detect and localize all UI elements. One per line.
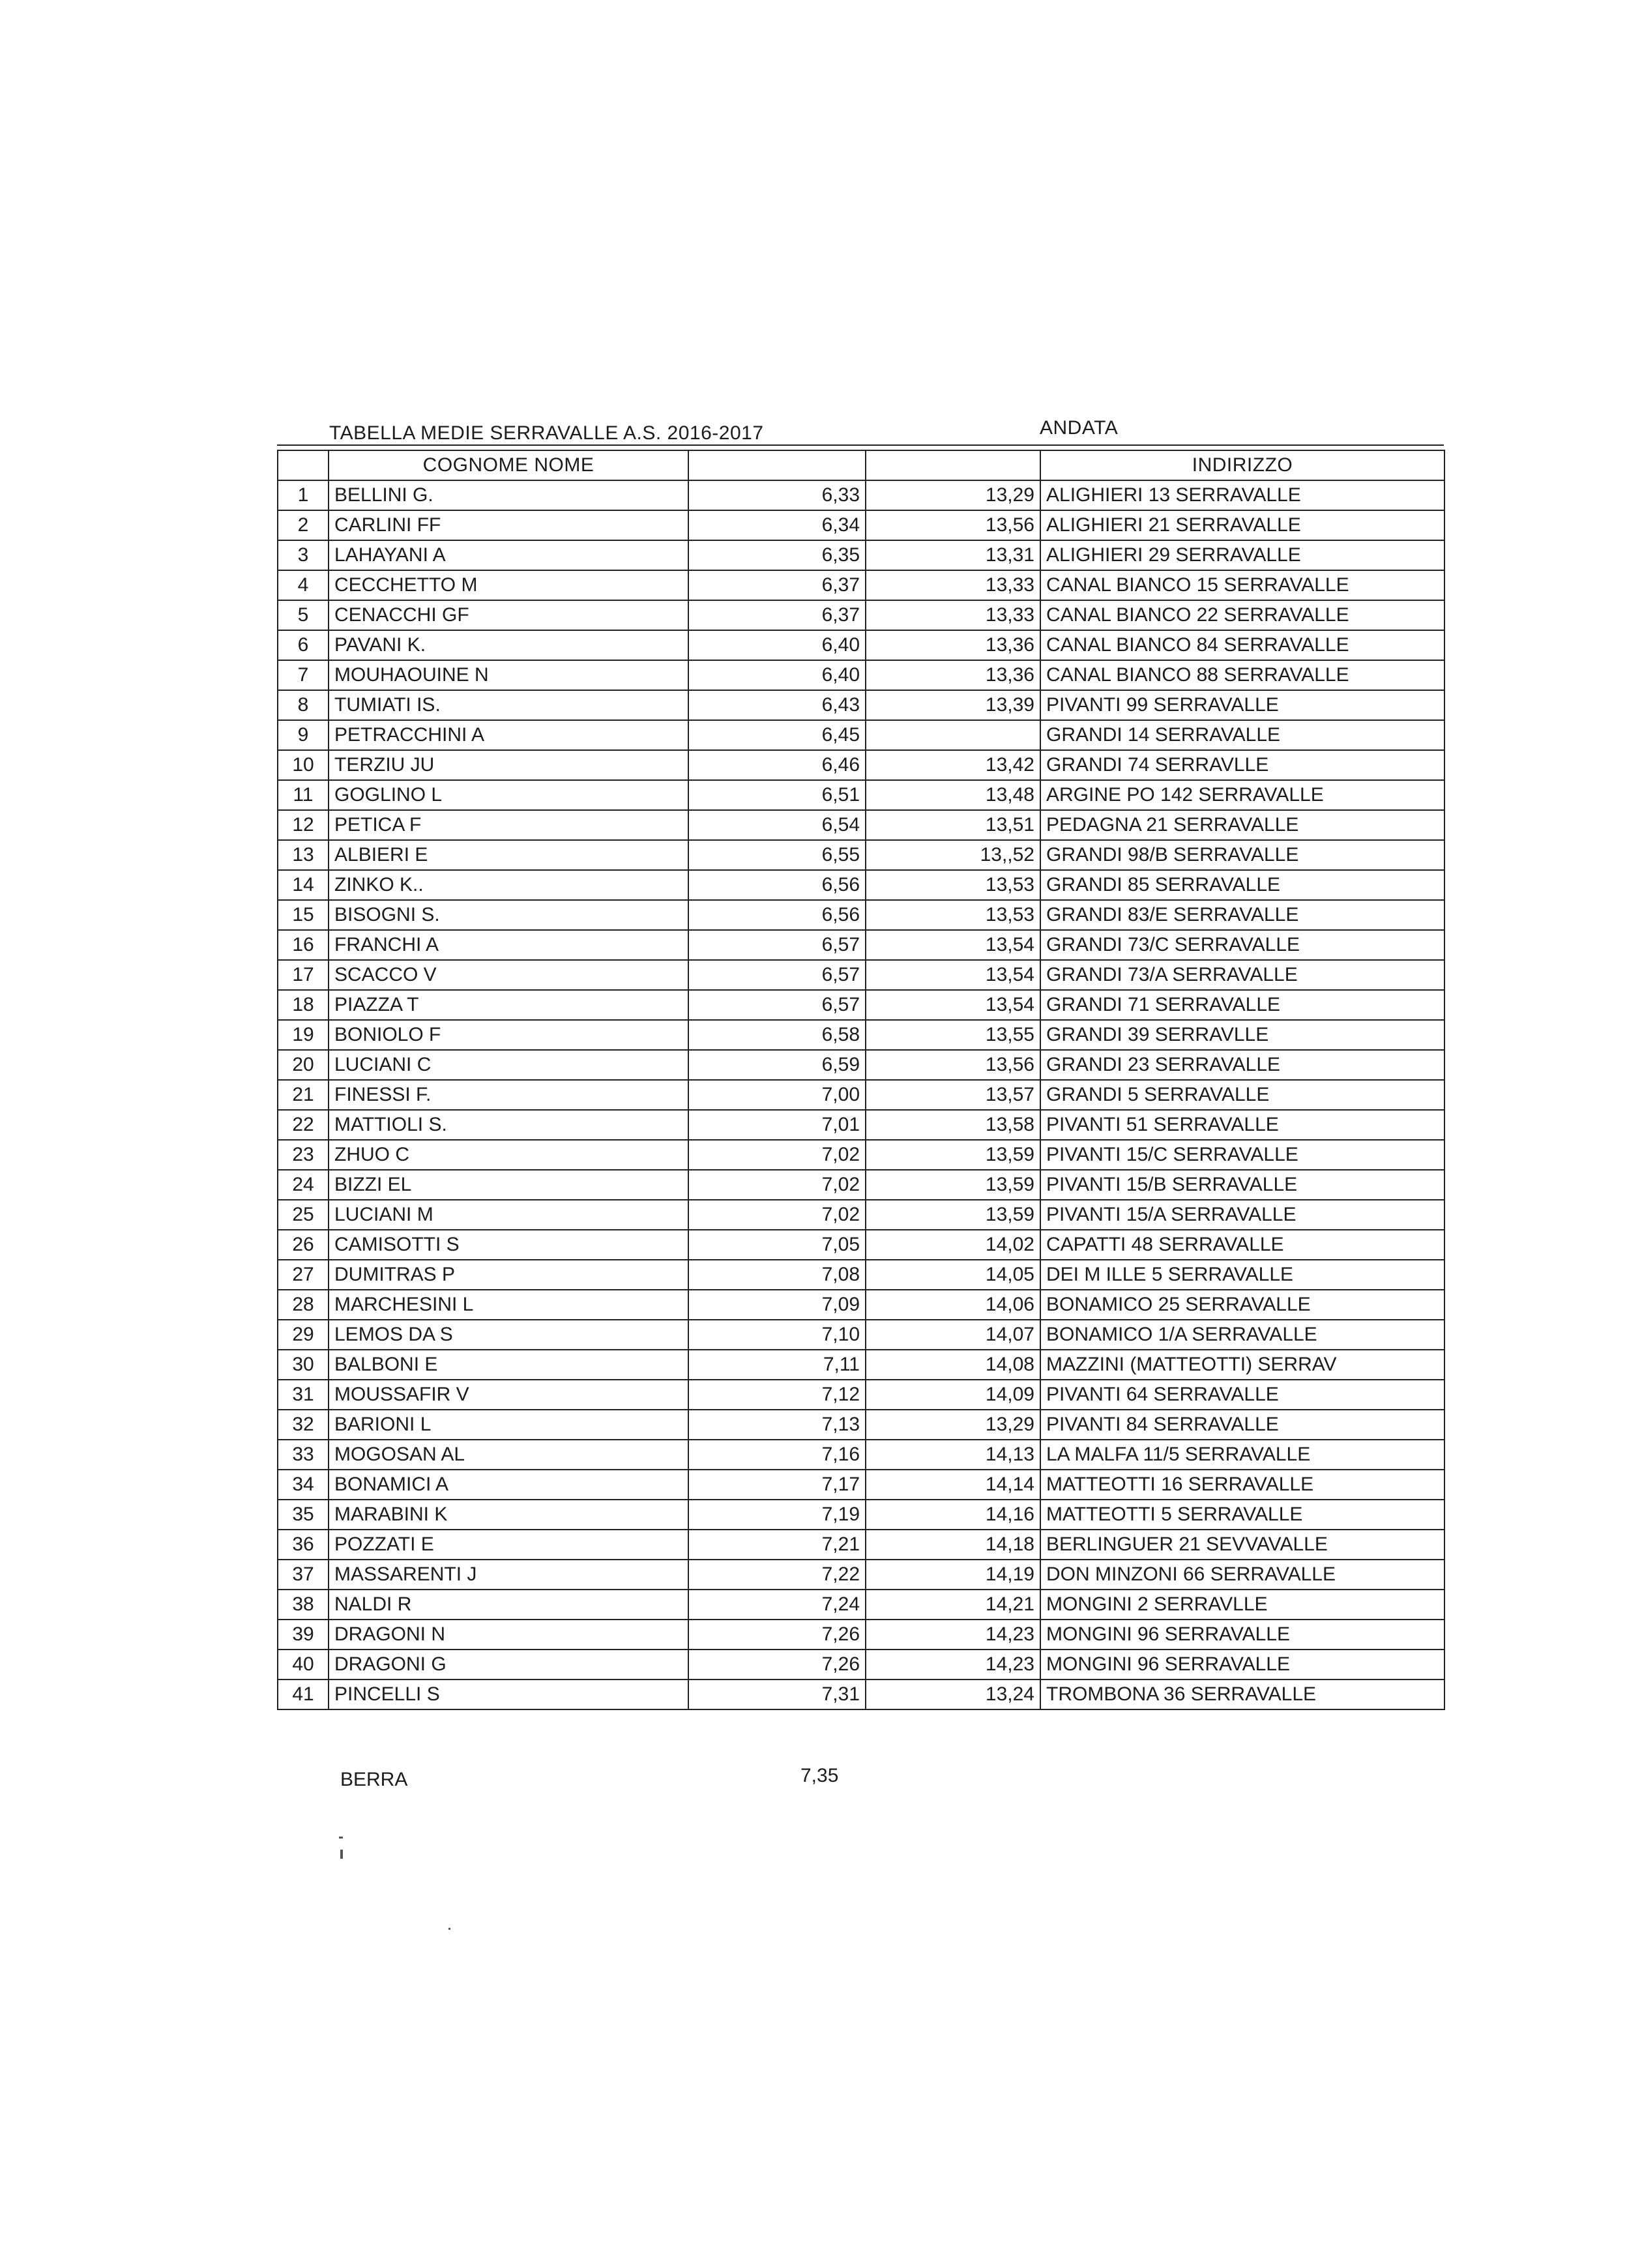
row-number: 33 [278, 1440, 329, 1470]
row-address: MONGINI 96 SERRAVALLE [1040, 1650, 1444, 1679]
row-average: 6,46 [688, 750, 866, 780]
row-number: 23 [278, 1140, 329, 1170]
header-average [688, 450, 866, 480]
row-value: 13,54 [866, 930, 1040, 960]
table-row [278, 1410, 1444, 1440]
row-name: BISOGNI S. [329, 900, 688, 930]
row-name: MATTIOLI S. [329, 1110, 688, 1140]
table-row [278, 780, 1444, 810]
row-value: 14,06 [866, 1290, 1040, 1320]
row-number: 20 [278, 1050, 329, 1080]
table-row [278, 810, 1444, 840]
row-number: 28 [278, 1290, 329, 1320]
row-address: CANAL BIANCO 84 SERRAVALLE [1040, 630, 1444, 660]
row-average: 6,56 [688, 870, 866, 900]
table-row [278, 510, 1444, 540]
row-number: 5 [278, 600, 329, 630]
row-address: GRANDI 73/A SERRAVALLE [1040, 960, 1444, 990]
row-number: 16 [278, 930, 329, 960]
row-average: 6,40 [688, 630, 866, 660]
row-name: BONIOLO F [329, 1020, 688, 1050]
row-value: 13,55 [866, 1020, 1040, 1050]
row-address: BONAMICO 1/A SERRAVALLE [1040, 1320, 1444, 1350]
row-address: GRANDI 74 SERRAVLLE [1040, 750, 1444, 780]
row-average: 6,54 [688, 810, 866, 840]
row-name: DUMITRAS P [329, 1260, 688, 1290]
table-body [278, 480, 1444, 1709]
row-number: 1 [278, 480, 329, 510]
section-label: ANDATA [1040, 417, 1119, 439]
row-address: GRANDI 23 SERRAVALLE [1040, 1050, 1444, 1080]
row-address: CANAL BIANCO 22 SERRAVALLE [1040, 600, 1444, 630]
row-average: 7,10 [688, 1320, 866, 1350]
row-average: 6,33 [688, 480, 866, 510]
row-value: 13,36 [866, 630, 1040, 660]
header-number [278, 450, 329, 480]
row-number: 24 [278, 1170, 329, 1200]
header-name: COGNOME NOME [329, 450, 688, 480]
row-number: 35 [278, 1500, 329, 1530]
row-value: 14,02 [866, 1230, 1040, 1260]
row-value: 13,51 [866, 810, 1040, 840]
row-address: DEI M ILLE 5 SERRAVALLE [1040, 1260, 1444, 1290]
row-number: 12 [278, 810, 329, 840]
row-average: 7,02 [688, 1140, 866, 1170]
row-number: 25 [278, 1200, 329, 1230]
row-value: 13,29 [866, 1410, 1040, 1440]
row-name: FRANCHI A [329, 930, 688, 960]
row-name: MOUHAOUINE N [329, 660, 688, 690]
footer-value: 7,35 [800, 1765, 839, 1786]
row-number: 10 [278, 750, 329, 780]
row-number: 38 [278, 1590, 329, 1620]
table-row [278, 1110, 1444, 1140]
row-number: 32 [278, 1410, 329, 1440]
row-name: MARABINI K [329, 1500, 688, 1530]
table-row [278, 930, 1444, 960]
row-name: LUCIANI M [329, 1200, 688, 1230]
row-name: PINCELLI S [329, 1679, 688, 1709]
table-row [278, 1170, 1444, 1200]
row-value: 13,,52 [866, 840, 1040, 870]
row-address: ALIGHIERI 21 SERRAVALLE [1040, 510, 1444, 540]
row-name: BONAMICI A [329, 1470, 688, 1500]
row-number: 13 [278, 840, 329, 870]
table-row [278, 630, 1444, 660]
table-row [278, 840, 1444, 870]
row-name: FINESSI F. [329, 1080, 688, 1110]
row-average: 7,02 [688, 1200, 866, 1230]
row-name: LAHAYANI A [329, 540, 688, 570]
averages-table [277, 450, 1445, 1710]
row-name: CENACCHI GF [329, 600, 688, 630]
row-average: 7,16 [688, 1440, 866, 1470]
row-value: 13,54 [866, 990, 1040, 1020]
row-name: POZZATI E [329, 1530, 688, 1560]
row-name: SCACCO V [329, 960, 688, 990]
table-row [278, 1200, 1444, 1230]
row-average: 7,21 [688, 1530, 866, 1560]
row-value: 13,53 [866, 900, 1040, 930]
row-address: GRANDI 14 SERRAVALLE [1040, 720, 1444, 750]
row-name: MOUSSAFIR V [329, 1380, 688, 1410]
row-average: 7,17 [688, 1470, 866, 1500]
row-average: 6,58 [688, 1020, 866, 1050]
row-number: 7 [278, 660, 329, 690]
row-address: PIVANTI 84 SERRAVALLE [1040, 1410, 1444, 1440]
row-number: 41 [278, 1679, 329, 1709]
row-number: 36 [278, 1530, 329, 1560]
row-value: 13,39 [866, 690, 1040, 720]
row-average: 6,56 [688, 900, 866, 930]
header-rule [277, 444, 1444, 446]
row-name: PIAZZA T [329, 990, 688, 1020]
row-address: MATTEOTTI 16 SERRAVALLE [1040, 1470, 1444, 1500]
table-row [278, 1020, 1444, 1050]
row-number: 3 [278, 540, 329, 570]
row-value: 14,23 [866, 1650, 1040, 1679]
row-name: MARCHESINI L [329, 1290, 688, 1320]
row-value: 13,58 [866, 1110, 1040, 1140]
table-row [278, 1050, 1444, 1080]
table-row [278, 1620, 1444, 1650]
table-row [278, 1290, 1444, 1320]
row-number: 18 [278, 990, 329, 1020]
row-value: 13,56 [866, 1050, 1040, 1080]
row-address: PIVANTI 64 SERRAVALLE [1040, 1380, 1444, 1410]
row-address: PIVANTI 15/B SERRAVALLE [1040, 1170, 1444, 1200]
row-number: 15 [278, 900, 329, 930]
row-address: PIVANTI 99 SERRAVALLE [1040, 690, 1444, 720]
row-value: 14,09 [866, 1380, 1040, 1410]
row-average: 6,55 [688, 840, 866, 870]
row-number: 2 [278, 510, 329, 540]
row-number: 26 [278, 1230, 329, 1260]
row-average: 7,26 [688, 1620, 866, 1650]
row-address: PIVANTI 51 SERRAVALLE [1040, 1110, 1444, 1140]
row-value: 13,33 [866, 570, 1040, 600]
row-address: PIVANTI 15/C SERRAVALLE [1040, 1140, 1444, 1170]
table-row [278, 1679, 1444, 1709]
row-address: DON MINZONI 66 SERRAVALLE [1040, 1560, 1444, 1590]
row-value: 13,48 [866, 780, 1040, 810]
table-row [278, 1530, 1444, 1560]
row-value: 13,59 [866, 1170, 1040, 1200]
row-number: 11 [278, 780, 329, 810]
row-value: 13,59 [866, 1200, 1040, 1230]
row-name: ZHUO C [329, 1140, 688, 1170]
row-average: 6,43 [688, 690, 866, 720]
table-row [278, 1470, 1444, 1500]
row-average: 7,13 [688, 1410, 866, 1440]
row-name: LUCIANI C [329, 1050, 688, 1080]
row-average: 6,37 [688, 600, 866, 630]
row-number: 34 [278, 1470, 329, 1500]
row-address: GRANDI 73/C SERRAVALLE [1040, 930, 1444, 960]
table-row [278, 690, 1444, 720]
table-row [278, 750, 1444, 780]
row-address: GRANDI 39 SERRAVLLE [1040, 1020, 1444, 1050]
row-value: 13,42 [866, 750, 1040, 780]
row-value: 13,33 [866, 600, 1040, 630]
row-name: ALBIERI E [329, 840, 688, 870]
row-average: 6,34 [688, 510, 866, 540]
row-address: PEDAGNA 21 SERRAVALLE [1040, 810, 1444, 840]
row-value: 13,36 [866, 660, 1040, 690]
table-row [278, 1380, 1444, 1410]
row-name: GOGLINO L [329, 780, 688, 810]
row-average: 6,40 [688, 660, 866, 690]
row-average: 7,01 [688, 1110, 866, 1140]
row-average: 7,00 [688, 1080, 866, 1110]
row-average: 6,37 [688, 570, 866, 600]
row-value: 13,57 [866, 1080, 1040, 1110]
scan-speck [340, 1850, 343, 1859]
table-row [278, 1140, 1444, 1170]
row-address: TROMBONA 36 SERRAVALLE [1040, 1679, 1444, 1709]
row-address: GRANDI 98/B SERRAVALLE [1040, 840, 1444, 870]
table-row [278, 1230, 1444, 1260]
row-average: 7,26 [688, 1650, 866, 1679]
row-name: TUMIATI IS. [329, 690, 688, 720]
row-name: DRAGONI G [329, 1650, 688, 1679]
table-header-row [278, 450, 1444, 480]
row-address: GRANDI 85 SERRAVALLE [1040, 870, 1444, 900]
row-value: 13,59 [866, 1140, 1040, 1170]
row-name: PETICA F [329, 810, 688, 840]
row-value: 13,53 [866, 870, 1040, 900]
row-average: 7,24 [688, 1590, 866, 1620]
row-number: 9 [278, 720, 329, 750]
row-value: 13,29 [866, 480, 1040, 510]
header-address: INDIRIZZO [1040, 450, 1444, 480]
row-name: PETRACCHINI A [329, 720, 688, 750]
row-average: 7,05 [688, 1230, 866, 1260]
row-address: MONGINI 96 SERRAVALLE [1040, 1620, 1444, 1650]
row-name: NALDI R [329, 1590, 688, 1620]
row-number: 22 [278, 1110, 329, 1140]
header-value [866, 450, 1040, 480]
row-number: 4 [278, 570, 329, 600]
row-name: ZINKO K.. [329, 870, 688, 900]
table-row [278, 1350, 1444, 1380]
row-name: MOGOSAN AL [329, 1440, 688, 1470]
row-address: MONGINI 2 SERRAVLLE [1040, 1590, 1444, 1620]
table-row [278, 900, 1444, 930]
row-average: 7,08 [688, 1260, 866, 1290]
table-row [278, 540, 1444, 570]
row-name: BALBONI E [329, 1350, 688, 1380]
row-average: 7,11 [688, 1350, 866, 1380]
row-number: 31 [278, 1380, 329, 1410]
table-row [278, 1320, 1444, 1350]
table-row [278, 1260, 1444, 1290]
row-value: 13,54 [866, 960, 1040, 990]
row-value: 13,31 [866, 540, 1040, 570]
row-address: ARGINE PO 142 SERRAVALLE [1040, 780, 1444, 810]
row-name: MASSARENTI J [329, 1560, 688, 1590]
scan-speck [339, 1837, 343, 1839]
table-row [278, 1650, 1444, 1679]
table-row [278, 570, 1444, 600]
table-row [278, 600, 1444, 630]
table-row [278, 870, 1444, 900]
row-address: ALIGHIERI 13 SERRAVALLE [1040, 480, 1444, 510]
table-row [278, 720, 1444, 750]
row-address: GRANDI 5 SERRAVALLE [1040, 1080, 1444, 1110]
row-name: BELLINI G. [329, 480, 688, 510]
row-number: 37 [278, 1560, 329, 1590]
row-number: 27 [278, 1260, 329, 1290]
table-row [278, 990, 1444, 1020]
row-value: 14,08 [866, 1350, 1040, 1380]
row-address: CANAL BIANCO 15 SERRAVALLE [1040, 570, 1444, 600]
row-address: CANAL BIANCO 88 SERRAVALLE [1040, 660, 1444, 690]
row-value: 14,23 [866, 1620, 1040, 1650]
row-address: LA MALFA 11/5 SERRAVALLE [1040, 1440, 1444, 1470]
table-row [278, 1440, 1444, 1470]
row-average: 7,19 [688, 1500, 866, 1530]
row-address: MATTEOTTI 5 SERRAVALLE [1040, 1500, 1444, 1530]
row-average: 6,57 [688, 990, 866, 1020]
row-number: 19 [278, 1020, 329, 1050]
row-number: 39 [278, 1620, 329, 1650]
row-average: 7,09 [688, 1290, 866, 1320]
row-value: 14,16 [866, 1500, 1040, 1530]
row-average: 6,35 [688, 540, 866, 570]
table-row [278, 1500, 1444, 1530]
row-number: 30 [278, 1350, 329, 1380]
row-average: 7,12 [688, 1380, 866, 1410]
table-row [278, 960, 1444, 990]
row-address: GRANDI 71 SERRAVALLE [1040, 990, 1444, 1020]
row-name: DRAGONI N [329, 1620, 688, 1650]
row-address: BERLINGUER 21 SEVVAVALLE [1040, 1530, 1444, 1560]
row-average: 6,51 [688, 780, 866, 810]
row-value: 14,21 [866, 1590, 1040, 1620]
scan-speck [448, 1928, 450, 1930]
row-value: 14,13 [866, 1440, 1040, 1470]
table-row [278, 1590, 1444, 1620]
row-name: TERZIU JU [329, 750, 688, 780]
row-average: 7,22 [688, 1560, 866, 1590]
row-value: 14,18 [866, 1530, 1040, 1560]
table-row [278, 480, 1444, 510]
row-number: 8 [278, 690, 329, 720]
table-row [278, 1560, 1444, 1590]
row-number: 21 [278, 1080, 329, 1110]
row-address: PIVANTI 15/A SERRAVALLE [1040, 1200, 1444, 1230]
row-average: 6,57 [688, 930, 866, 960]
row-address: MAZZINI (MATTEOTTI) SERRAV [1040, 1350, 1444, 1380]
row-number: 29 [278, 1320, 329, 1350]
row-average: 6,57 [688, 960, 866, 990]
row-value: 14,05 [866, 1260, 1040, 1290]
row-name: CECCHETTO M [329, 570, 688, 600]
row-value: 14,19 [866, 1560, 1040, 1590]
row-average: 7,02 [688, 1170, 866, 1200]
row-number: 14 [278, 870, 329, 900]
row-average: 6,59 [688, 1050, 866, 1080]
row-address: GRANDI 83/E SERRAVALLE [1040, 900, 1444, 930]
row-number: 17 [278, 960, 329, 990]
row-value: 13,56 [866, 510, 1040, 540]
document-title: TABELLA MEDIE SERRAVALLE A.S. 2016-2017 [329, 422, 764, 444]
row-address: BONAMICO 25 SERRAVALLE [1040, 1290, 1444, 1320]
row-number: 40 [278, 1650, 329, 1679]
row-value: 14,14 [866, 1470, 1040, 1500]
row-value: 14,07 [866, 1320, 1040, 1350]
row-name: LEMOS DA S [329, 1320, 688, 1350]
row-address: CAPATTI 48 SERRAVALLE [1040, 1230, 1444, 1260]
row-name: PAVANI K. [329, 630, 688, 660]
row-average: 6,45 [688, 720, 866, 750]
table-row [278, 660, 1444, 690]
table-row [278, 1080, 1444, 1110]
row-value: 13,24 [866, 1679, 1040, 1709]
row-number: 6 [278, 630, 329, 660]
row-address: ALIGHIERI 29 SERRAVALLE [1040, 540, 1444, 570]
row-name: BARIONI L [329, 1410, 688, 1440]
row-name: CAMISOTTI S [329, 1230, 688, 1260]
row-name: CARLINI FF [329, 510, 688, 540]
row-name: BIZZI EL [329, 1170, 688, 1200]
footer-label: BERRA [340, 1769, 408, 1790]
row-average: 7,31 [688, 1679, 866, 1709]
row-value [866, 720, 1040, 750]
